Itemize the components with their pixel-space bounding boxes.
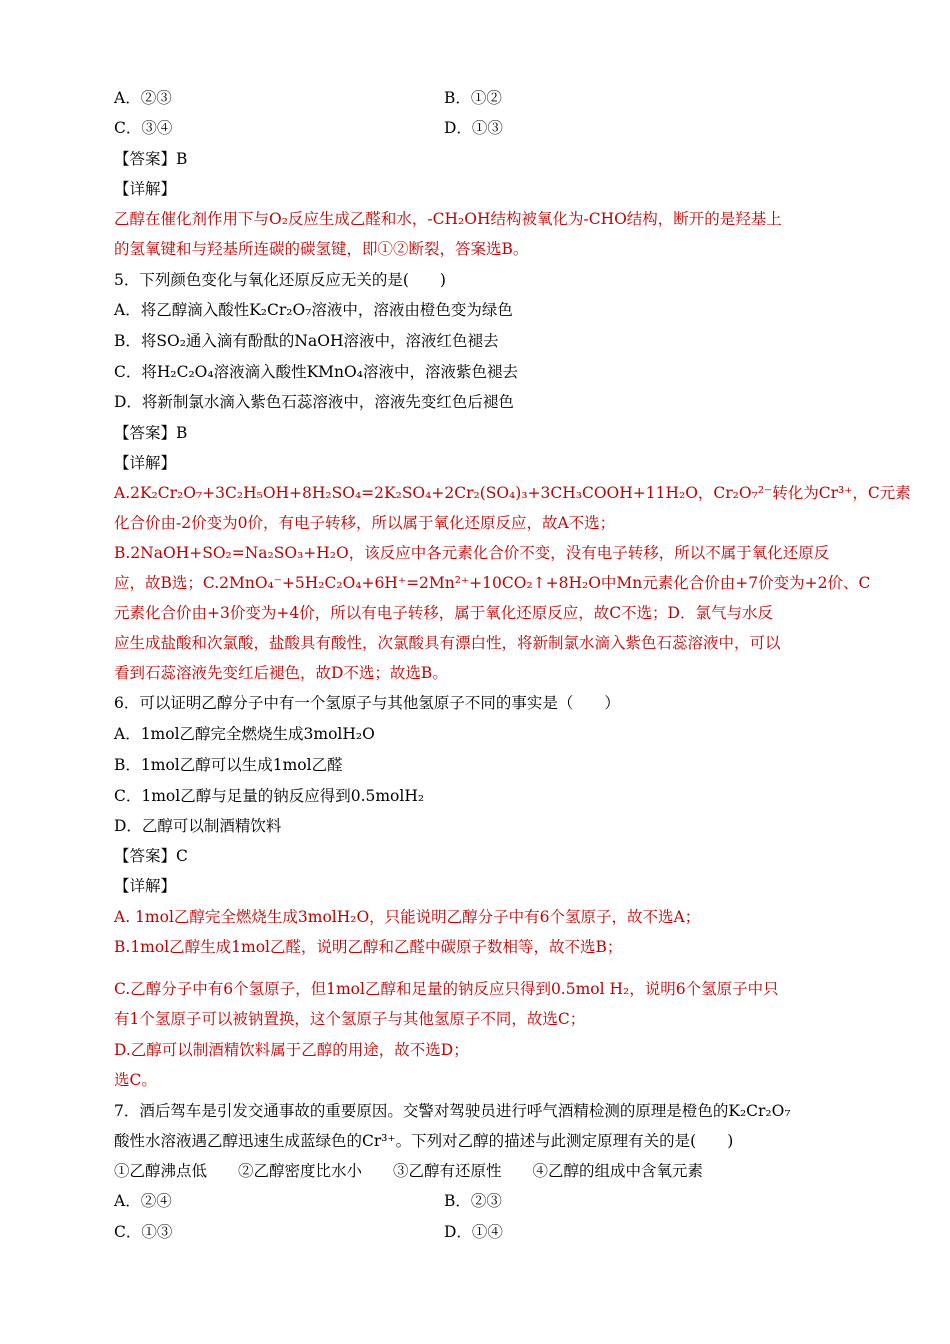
q7-facts: ①乙醇沸点低 ②乙醇密度比水小 ③乙醇有还原性 ④乙醇的组成中含氧元素 [114,1162,704,1180]
q5-detail-line-4: 应，故B选；C.2MnO₄⁻+5H₂C₂O₄+6H⁺=2Mn²⁺+10CO₂↑+8H₂O中Mn元素化合价由+7价变为+2价、C [114,574,871,592]
q5-stem: 5．下列颜色变化与氧化还原反应无关的是( ) [114,271,446,289]
q4-option-b: B．①② [444,89,502,107]
q6-option-b: B．1mol乙醇可以生成1mol乙醛 [114,756,343,774]
q6-detail-line-4: 有1个氢原子可以被钠置换，这个氢原子与其他氢原子不同，故选C； [114,1010,586,1028]
q7-option-a: A．②④ [114,1192,172,1210]
q4-detail-line-1: 乙醇在催化剂作用下与O₂反应生成乙醛和水，-CH₂OH结构被氧化为-CHO结构，断开的是羟基上 [114,210,782,228]
q4-option-d: D．①③ [444,119,503,137]
q7-stem-line-1: 7．酒后驾车是引发交通事故的重要原因。交警对驾驶员进行呼气酒精检测的原理是橙色的K₂Cr₂O₇ [114,1102,791,1120]
q5-option-a: A．将乙醇滴入酸性K₂Cr₂O₇溶液中，溶液由橙色变为绿色 [114,301,513,319]
q7-option-c: C．①③ [114,1223,173,1241]
q7-stem-line-2: 酸性水溶液遇乙醇迅速生成蓝绿色的Cr³⁺。下列对乙醇的描述与此测定原理有关的是( ) [114,1132,734,1150]
q5-detail-line-3: B.2NaOH+SO₂=Na₂SO₃+H₂O，该反应中各元素化合价不变，没有电子转移，所以不属于氧化还原反 [114,544,830,562]
q5-detail-label: 【详解】 [114,454,177,472]
q4-detail-label: 【详解】 [114,180,177,198]
q6-option-a: A．1mol乙醇完全燃烧生成3molH₂O [114,725,375,743]
q6-option-c: C．1mol乙醇与足量的钠反应得到0.5molH₂ [114,787,425,805]
q4-option-a: A．②③ [114,89,172,107]
q5-detail-line-6: 应生成盐酸和次氯酸，盐酸具有酸性，次氯酸具有漂白性，将新制氯水滴入紫色石蕊溶液中，可以 [114,634,781,652]
q4-answer: 【答案】B [114,150,188,168]
q5-option-b: B．将SO₂通入滴有酚酞的NaOH溶液中，溶液红色褪去 [114,332,499,350]
q6-stem: 6．可以证明乙醇分子中有一个氢原子与其他氢原子不同的事实是（ ） [114,694,620,712]
q5-answer: 【答案】B [114,424,188,442]
q7-option-b: B．②③ [444,1192,502,1210]
q5-option-c: C．将H₂C₂O₄溶液滴入酸性KMnO₄溶液中，溶液紫色褪去 [114,363,518,381]
q6-answer: 【答案】C [114,847,188,865]
q6-detail-line-1: A. 1mol乙醇完全燃烧生成3molH₂O，只能说明乙醇分子中有6个氢原子，故不选A； [114,908,701,926]
q5-detail-line-5: 元素化合价由+3价变为+4价，所以有电子转移，属于氧化还原反应，故C不选；D．氯气与水反 [114,604,773,622]
q4-detail-line-2: 的氢氧键和与羟基所连碳的碳氢键，即①②断裂，答案选B。 [114,240,529,258]
q5-option-d: D．将新制氯水滴入紫色石蕊溶液中，溶液先变红色后褪色 [114,393,514,411]
q4-option-c: C．③④ [114,119,173,137]
q6-option-d: D．乙醇可以制酒精饮料 [114,817,282,835]
q6-detail-line-2: B.1mol乙醇生成1mol乙醛，说明乙醇和乙醛中碳原子数相等，故不选B； [114,938,623,956]
q6-detail-line-5: D.乙醇可以制酒精饮料属于乙醇的用途，故不选D； [114,1041,469,1059]
q5-detail-line-2: 化合价由-2价变为0价，有电子转移，所以属于氧化还原反应，故A不选； [114,514,616,532]
q5-detail-line-7: 看到石蕊溶液先变红后褪色，故D不选；故选B。 [114,664,448,682]
q6-detail-line-3: C.乙醇分子中有6个氢原子，但1mol乙醇和足量的钠反应只得到0.5mol H₂，说明6个氢原子中只 [114,980,779,998]
q5-detail-line-1: A.2K₂Cr₂O₇+3C₂H₅OH+8H₂SO₄=2K₂SO₄+2Cr₂(SO₄)₃+3CH₃COOH+11H₂O，Cr₂O₇²⁻转化为Cr³⁺，C元素 [114,484,911,502]
q6-detail-line-6: 选C。 [114,1071,157,1089]
q7-option-d: D．①④ [444,1223,503,1241]
q6-detail-label: 【详解】 [114,877,177,895]
